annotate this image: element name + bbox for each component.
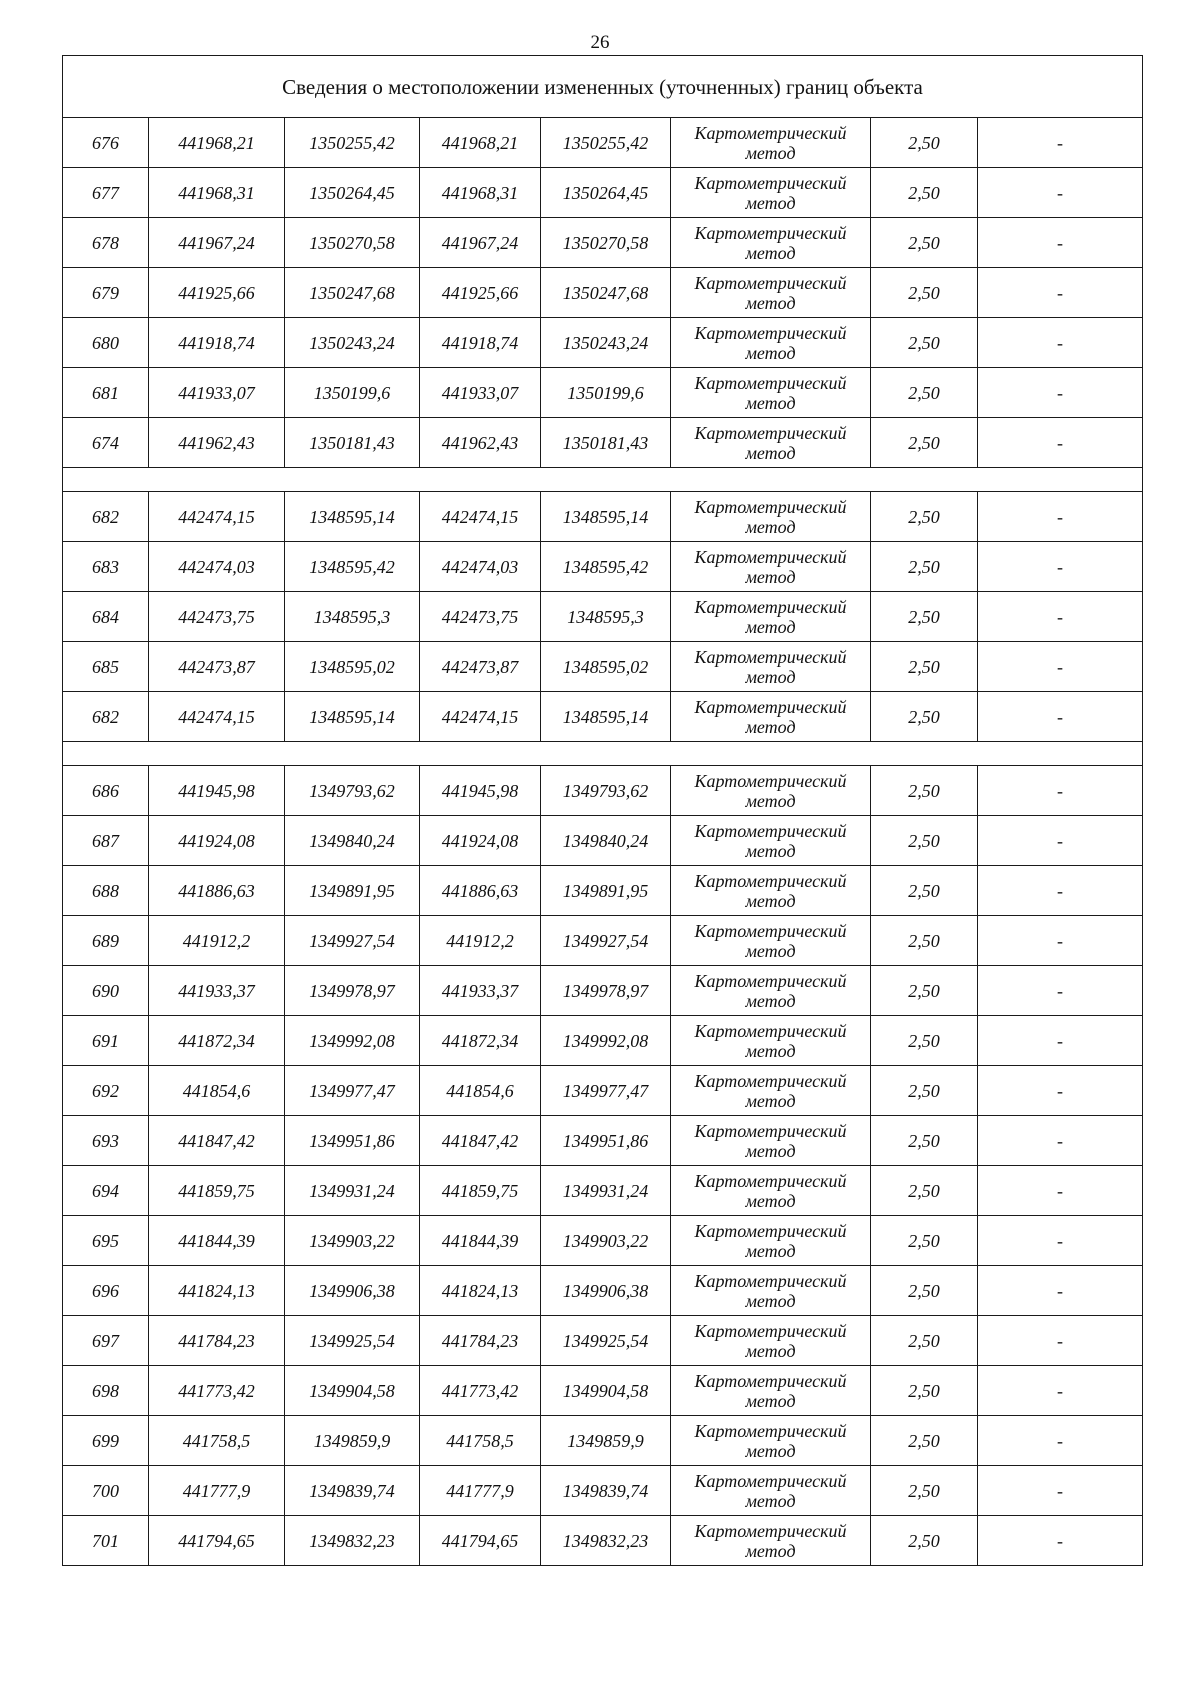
x-existing-cell: 442474,03 bbox=[149, 542, 285, 592]
point-number-cell: 686 bbox=[63, 766, 149, 816]
description-cell: - bbox=[978, 592, 1143, 642]
x-refined-cell: 442474,15 bbox=[420, 692, 541, 742]
description-cell: - bbox=[978, 1216, 1143, 1266]
x-refined-cell: 441918,74 bbox=[420, 318, 541, 368]
y-existing-cell: 1350255,42 bbox=[285, 118, 420, 168]
y-refined-cell: 1349903,22 bbox=[541, 1216, 671, 1266]
x-existing-cell: 441872,34 bbox=[149, 1016, 285, 1066]
y-refined-cell: 1349793,62 bbox=[541, 766, 671, 816]
table-row bbox=[63, 118, 1143, 168]
point-number-cell: 676 bbox=[63, 118, 149, 168]
y-existing-cell: 1349931,24 bbox=[285, 1166, 420, 1216]
x-existing-cell: 441777,9 bbox=[149, 1466, 285, 1516]
method-cell: Картометрический метод bbox=[671, 118, 871, 168]
contour-separator-row bbox=[63, 742, 1143, 766]
y-refined-cell: 1348595,14 bbox=[541, 692, 671, 742]
point-number-cell: 679 bbox=[63, 268, 149, 318]
accuracy-cell: 2,50 bbox=[871, 1316, 978, 1366]
x-refined-cell: 442474,15 bbox=[420, 492, 541, 542]
description-cell: - bbox=[978, 1266, 1143, 1316]
description-cell: - bbox=[978, 866, 1143, 916]
accuracy-cell: 2,50 bbox=[871, 1266, 978, 1316]
x-existing-cell: 441967,24 bbox=[149, 218, 285, 268]
y-refined-cell: 1349978,97 bbox=[541, 966, 671, 1016]
accuracy-cell: 2,50 bbox=[871, 168, 978, 218]
x-refined-cell: 441886,63 bbox=[420, 866, 541, 916]
point-number-cell: 699 bbox=[63, 1416, 149, 1466]
accuracy-cell: 2,50 bbox=[871, 1366, 978, 1416]
description-cell: - bbox=[978, 1166, 1143, 1216]
table-row bbox=[63, 1316, 1143, 1366]
point-number-cell: 685 bbox=[63, 642, 149, 692]
y-refined-cell: 1349951,86 bbox=[541, 1116, 671, 1166]
x-existing-cell: 441968,21 bbox=[149, 118, 285, 168]
contour-separator-cell bbox=[63, 468, 1143, 492]
method-cell: Картометрический метод bbox=[671, 1166, 871, 1216]
table-row bbox=[63, 916, 1143, 966]
table-row bbox=[63, 418, 1143, 468]
x-existing-cell: 441886,63 bbox=[149, 866, 285, 916]
point-number-cell: 692 bbox=[63, 1066, 149, 1116]
y-existing-cell: 1348595,14 bbox=[285, 692, 420, 742]
y-refined-cell: 1350243,24 bbox=[541, 318, 671, 368]
table-row bbox=[63, 966, 1143, 1016]
method-cell: Картометрический метод bbox=[671, 1316, 871, 1366]
accuracy-cell: 2,50 bbox=[871, 218, 978, 268]
table-row bbox=[63, 1416, 1143, 1466]
y-refined-cell: 1348595,02 bbox=[541, 642, 671, 692]
table-row bbox=[63, 1366, 1143, 1416]
x-refined-cell: 441758,5 bbox=[420, 1416, 541, 1466]
y-refined-cell: 1349832,23 bbox=[541, 1516, 671, 1566]
method-cell: Картометрический метод bbox=[671, 1066, 871, 1116]
x-refined-cell: 441794,65 bbox=[420, 1516, 541, 1566]
point-number-cell: 696 bbox=[63, 1266, 149, 1316]
table-row bbox=[63, 1016, 1143, 1066]
table-row bbox=[63, 1216, 1143, 1266]
description-cell: - bbox=[978, 1116, 1143, 1166]
y-existing-cell: 1348595,3 bbox=[285, 592, 420, 642]
table-row bbox=[63, 318, 1143, 368]
y-refined-cell: 1350270,58 bbox=[541, 218, 671, 268]
accuracy-cell: 2,50 bbox=[871, 1216, 978, 1266]
description-cell: - bbox=[978, 318, 1143, 368]
accuracy-cell: 2,50 bbox=[871, 318, 978, 368]
x-refined-cell: 441968,31 bbox=[420, 168, 541, 218]
method-cell: Картометрический метод bbox=[671, 368, 871, 418]
y-refined-cell: 1349925,54 bbox=[541, 1316, 671, 1366]
y-existing-cell: 1350199,6 bbox=[285, 368, 420, 418]
table-row bbox=[63, 1466, 1143, 1516]
method-cell: Картометрический метод bbox=[671, 168, 871, 218]
point-number-cell: 682 bbox=[63, 692, 149, 742]
y-existing-cell: 1348595,14 bbox=[285, 492, 420, 542]
description-cell: - bbox=[978, 1516, 1143, 1566]
x-existing-cell: 441859,75 bbox=[149, 1166, 285, 1216]
y-refined-cell: 1349904,58 bbox=[541, 1366, 671, 1416]
x-existing-cell: 441847,42 bbox=[149, 1116, 285, 1166]
y-existing-cell: 1349840,24 bbox=[285, 816, 420, 866]
description-cell: - bbox=[978, 916, 1143, 966]
method-cell: Картометрический метод bbox=[671, 1466, 871, 1516]
accuracy-cell: 2,50 bbox=[871, 1516, 978, 1566]
y-refined-cell: 1349992,08 bbox=[541, 1016, 671, 1066]
x-refined-cell: 441824,13 bbox=[420, 1266, 541, 1316]
x-refined-cell: 441854,6 bbox=[420, 1066, 541, 1116]
table-row bbox=[63, 766, 1143, 816]
x-refined-cell: 441912,2 bbox=[420, 916, 541, 966]
x-existing-cell: 441784,23 bbox=[149, 1316, 285, 1366]
x-existing-cell: 441925,66 bbox=[149, 268, 285, 318]
x-existing-cell: 441794,65 bbox=[149, 1516, 285, 1566]
table-row bbox=[63, 368, 1143, 418]
y-existing-cell: 1349904,58 bbox=[285, 1366, 420, 1416]
point-number-cell: 697 bbox=[63, 1316, 149, 1366]
method-cell: Картометрический метод bbox=[671, 1516, 871, 1566]
y-refined-cell: 1349977,47 bbox=[541, 1066, 671, 1116]
accuracy-cell: 2,50 bbox=[871, 1416, 978, 1466]
method-cell: Картометрический метод bbox=[671, 318, 871, 368]
x-refined-cell: 441967,24 bbox=[420, 218, 541, 268]
x-existing-cell: 442473,87 bbox=[149, 642, 285, 692]
method-cell: Картометрический метод bbox=[671, 916, 871, 966]
table-title: Сведения о местоположении измененных (уточненных) границ объекта bbox=[63, 56, 1143, 118]
method-cell: Картометрический метод bbox=[671, 866, 871, 916]
y-existing-cell: 1348595,02 bbox=[285, 642, 420, 692]
x-existing-cell: 441773,42 bbox=[149, 1366, 285, 1416]
accuracy-cell: 2,50 bbox=[871, 368, 978, 418]
point-number-cell: 688 bbox=[63, 866, 149, 916]
boundary-table bbox=[62, 55, 1143, 1566]
x-existing-cell: 441854,6 bbox=[149, 1066, 285, 1116]
table-row bbox=[63, 642, 1143, 692]
method-cell: Картометрический метод bbox=[671, 1266, 871, 1316]
method-cell: Картометрический метод bbox=[671, 692, 871, 742]
y-refined-cell: 1349906,38 bbox=[541, 1266, 671, 1316]
x-refined-cell: 441933,07 bbox=[420, 368, 541, 418]
description-cell: - bbox=[978, 1016, 1143, 1066]
x-existing-cell: 441933,07 bbox=[149, 368, 285, 418]
description-cell: - bbox=[978, 642, 1143, 692]
table-row bbox=[63, 1516, 1143, 1566]
description-cell: - bbox=[978, 368, 1143, 418]
accuracy-cell: 2,50 bbox=[871, 492, 978, 542]
point-number-cell: 689 bbox=[63, 916, 149, 966]
x-refined-cell: 441933,37 bbox=[420, 966, 541, 1016]
table-row bbox=[63, 1116, 1143, 1166]
accuracy-cell: 2,50 bbox=[871, 766, 978, 816]
description-cell: - bbox=[978, 1066, 1143, 1116]
y-existing-cell: 1349859,9 bbox=[285, 1416, 420, 1466]
y-refined-cell: 1349891,95 bbox=[541, 866, 671, 916]
table-row bbox=[63, 168, 1143, 218]
y-refined-cell: 1349931,24 bbox=[541, 1166, 671, 1216]
page-number: 26 bbox=[590, 32, 610, 53]
x-existing-cell: 442474,15 bbox=[149, 492, 285, 542]
table-row bbox=[63, 268, 1143, 318]
x-existing-cell: 441912,2 bbox=[149, 916, 285, 966]
description-cell: - bbox=[978, 492, 1143, 542]
table-row bbox=[63, 492, 1143, 542]
description-cell: - bbox=[978, 766, 1143, 816]
table-row bbox=[63, 692, 1143, 742]
y-existing-cell: 1349906,38 bbox=[285, 1266, 420, 1316]
y-refined-cell: 1350181,43 bbox=[541, 418, 671, 468]
point-number-cell: 695 bbox=[63, 1216, 149, 1266]
description-cell: - bbox=[978, 1366, 1143, 1416]
y-refined-cell: 1348595,42 bbox=[541, 542, 671, 592]
x-refined-cell: 441847,42 bbox=[420, 1116, 541, 1166]
point-number-cell: 682 bbox=[63, 492, 149, 542]
x-existing-cell: 441758,5 bbox=[149, 1416, 285, 1466]
y-refined-cell: 1349927,54 bbox=[541, 916, 671, 966]
method-cell: Картометрический метод bbox=[671, 1366, 871, 1416]
y-existing-cell: 1349793,62 bbox=[285, 766, 420, 816]
accuracy-cell: 2,50 bbox=[871, 1016, 978, 1066]
y-existing-cell: 1349839,74 bbox=[285, 1466, 420, 1516]
table-title-row bbox=[63, 56, 1143, 118]
method-cell: Картометрический метод bbox=[671, 1016, 871, 1066]
accuracy-cell: 2,50 bbox=[871, 1116, 978, 1166]
method-cell: Картометрический метод bbox=[671, 766, 871, 816]
accuracy-cell: 2,50 bbox=[871, 118, 978, 168]
x-refined-cell: 442473,75 bbox=[420, 592, 541, 642]
x-refined-cell: 441945,98 bbox=[420, 766, 541, 816]
point-number-cell: 690 bbox=[63, 966, 149, 1016]
y-existing-cell: 1349978,97 bbox=[285, 966, 420, 1016]
x-refined-cell: 441844,39 bbox=[420, 1216, 541, 1266]
y-existing-cell: 1350247,68 bbox=[285, 268, 420, 318]
y-existing-cell: 1350270,58 bbox=[285, 218, 420, 268]
x-existing-cell: 442474,15 bbox=[149, 692, 285, 742]
accuracy-cell: 2,50 bbox=[871, 866, 978, 916]
method-cell: Картометрический метод bbox=[671, 218, 871, 268]
x-existing-cell: 441962,43 bbox=[149, 418, 285, 468]
point-number-cell: 700 bbox=[63, 1466, 149, 1516]
method-cell: Картометрический метод bbox=[671, 418, 871, 468]
table-row bbox=[63, 592, 1143, 642]
description-cell: - bbox=[978, 168, 1143, 218]
table-row bbox=[63, 1166, 1143, 1216]
description-cell: - bbox=[978, 966, 1143, 1016]
y-existing-cell: 1350243,24 bbox=[285, 318, 420, 368]
accuracy-cell: 2,50 bbox=[871, 966, 978, 1016]
y-existing-cell: 1349927,54 bbox=[285, 916, 420, 966]
table-row bbox=[63, 542, 1143, 592]
y-existing-cell: 1349977,47 bbox=[285, 1066, 420, 1116]
accuracy-cell: 2,50 bbox=[871, 592, 978, 642]
accuracy-cell: 2,50 bbox=[871, 418, 978, 468]
table-row bbox=[63, 1266, 1143, 1316]
y-existing-cell: 1349903,22 bbox=[285, 1216, 420, 1266]
y-refined-cell: 1350247,68 bbox=[541, 268, 671, 318]
y-refined-cell: 1348595,3 bbox=[541, 592, 671, 642]
accuracy-cell: 2,50 bbox=[871, 268, 978, 318]
y-existing-cell: 1349992,08 bbox=[285, 1016, 420, 1066]
y-existing-cell: 1350181,43 bbox=[285, 418, 420, 468]
x-existing-cell: 441918,74 bbox=[149, 318, 285, 368]
y-existing-cell: 1349925,54 bbox=[285, 1316, 420, 1366]
y-refined-cell: 1348595,14 bbox=[541, 492, 671, 542]
point-number-cell: 698 bbox=[63, 1366, 149, 1416]
point-number-cell: 701 bbox=[63, 1516, 149, 1566]
method-cell: Картометрический метод bbox=[671, 542, 871, 592]
description-cell: - bbox=[978, 418, 1143, 468]
description-cell: - bbox=[978, 816, 1143, 866]
description-cell: - bbox=[978, 692, 1143, 742]
contour-separator-row bbox=[63, 468, 1143, 492]
contour-separator-cell bbox=[63, 742, 1143, 766]
y-refined-cell: 1349839,74 bbox=[541, 1466, 671, 1516]
accuracy-cell: 2,50 bbox=[871, 642, 978, 692]
y-refined-cell: 1350199,6 bbox=[541, 368, 671, 418]
description-cell: - bbox=[978, 118, 1143, 168]
y-existing-cell: 1349832,23 bbox=[285, 1516, 420, 1566]
point-number-cell: 681 bbox=[63, 368, 149, 418]
x-refined-cell: 442473,87 bbox=[420, 642, 541, 692]
y-existing-cell: 1349891,95 bbox=[285, 866, 420, 916]
accuracy-cell: 2,50 bbox=[871, 692, 978, 742]
table-row bbox=[63, 1066, 1143, 1116]
description-cell: - bbox=[978, 1316, 1143, 1366]
method-cell: Картометрический метод bbox=[671, 966, 871, 1016]
x-refined-cell: 441872,34 bbox=[420, 1016, 541, 1066]
accuracy-cell: 2,50 bbox=[871, 1466, 978, 1516]
x-refined-cell: 441773,42 bbox=[420, 1366, 541, 1416]
point-number-cell: 683 bbox=[63, 542, 149, 592]
x-refined-cell: 441925,66 bbox=[420, 268, 541, 318]
method-cell: Картометрический метод bbox=[671, 1216, 871, 1266]
table-row bbox=[63, 816, 1143, 866]
x-existing-cell: 441933,37 bbox=[149, 966, 285, 1016]
point-number-cell: 677 bbox=[63, 168, 149, 218]
description-cell: - bbox=[978, 1466, 1143, 1516]
x-refined-cell: 441924,08 bbox=[420, 816, 541, 866]
x-existing-cell: 442473,75 bbox=[149, 592, 285, 642]
description-cell: - bbox=[978, 1416, 1143, 1466]
y-refined-cell: 1350255,42 bbox=[541, 118, 671, 168]
accuracy-cell: 2,50 bbox=[871, 816, 978, 866]
point-number-cell: 684 bbox=[63, 592, 149, 642]
x-existing-cell: 441968,31 bbox=[149, 168, 285, 218]
x-refined-cell: 441784,23 bbox=[420, 1316, 541, 1366]
y-refined-cell: 1349859,9 bbox=[541, 1416, 671, 1466]
accuracy-cell: 2,50 bbox=[871, 1066, 978, 1116]
method-cell: Картометрический метод bbox=[671, 268, 871, 318]
x-refined-cell: 442474,03 bbox=[420, 542, 541, 592]
x-refined-cell: 441962,43 bbox=[420, 418, 541, 468]
method-cell: Картометрический метод bbox=[671, 1416, 871, 1466]
table-row bbox=[63, 866, 1143, 916]
point-number-cell: 678 bbox=[63, 218, 149, 268]
x-refined-cell: 441777,9 bbox=[420, 1466, 541, 1516]
accuracy-cell: 2,50 bbox=[871, 916, 978, 966]
x-refined-cell: 441859,75 bbox=[420, 1166, 541, 1216]
method-cell: Картометрический метод bbox=[671, 492, 871, 542]
y-refined-cell: 1350264,45 bbox=[541, 168, 671, 218]
point-number-cell: 693 bbox=[63, 1116, 149, 1166]
description-cell: - bbox=[978, 218, 1143, 268]
description-cell: - bbox=[978, 268, 1143, 318]
point-number-cell: 694 bbox=[63, 1166, 149, 1216]
x-existing-cell: 441824,13 bbox=[149, 1266, 285, 1316]
accuracy-cell: 2,50 bbox=[871, 542, 978, 592]
method-cell: Картометрический метод bbox=[671, 1116, 871, 1166]
x-refined-cell: 441968,21 bbox=[420, 118, 541, 168]
y-refined-cell: 1349840,24 bbox=[541, 816, 671, 866]
method-cell: Картометрический метод bbox=[671, 592, 871, 642]
description-cell: - bbox=[978, 542, 1143, 592]
y-existing-cell: 1350264,45 bbox=[285, 168, 420, 218]
x-existing-cell: 441945,98 bbox=[149, 766, 285, 816]
point-number-cell: 691 bbox=[63, 1016, 149, 1066]
accuracy-cell: 2,50 bbox=[871, 1166, 978, 1216]
y-existing-cell: 1348595,42 bbox=[285, 542, 420, 592]
method-cell: Картометрический метод bbox=[671, 642, 871, 692]
y-existing-cell: 1349951,86 bbox=[285, 1116, 420, 1166]
point-number-cell: 674 bbox=[63, 418, 149, 468]
point-number-cell: 680 bbox=[63, 318, 149, 368]
point-number-cell: 687 bbox=[63, 816, 149, 866]
x-existing-cell: 441924,08 bbox=[149, 816, 285, 866]
method-cell: Картометрический метод bbox=[671, 816, 871, 866]
x-existing-cell: 441844,39 bbox=[149, 1216, 285, 1266]
table-row bbox=[63, 218, 1143, 268]
